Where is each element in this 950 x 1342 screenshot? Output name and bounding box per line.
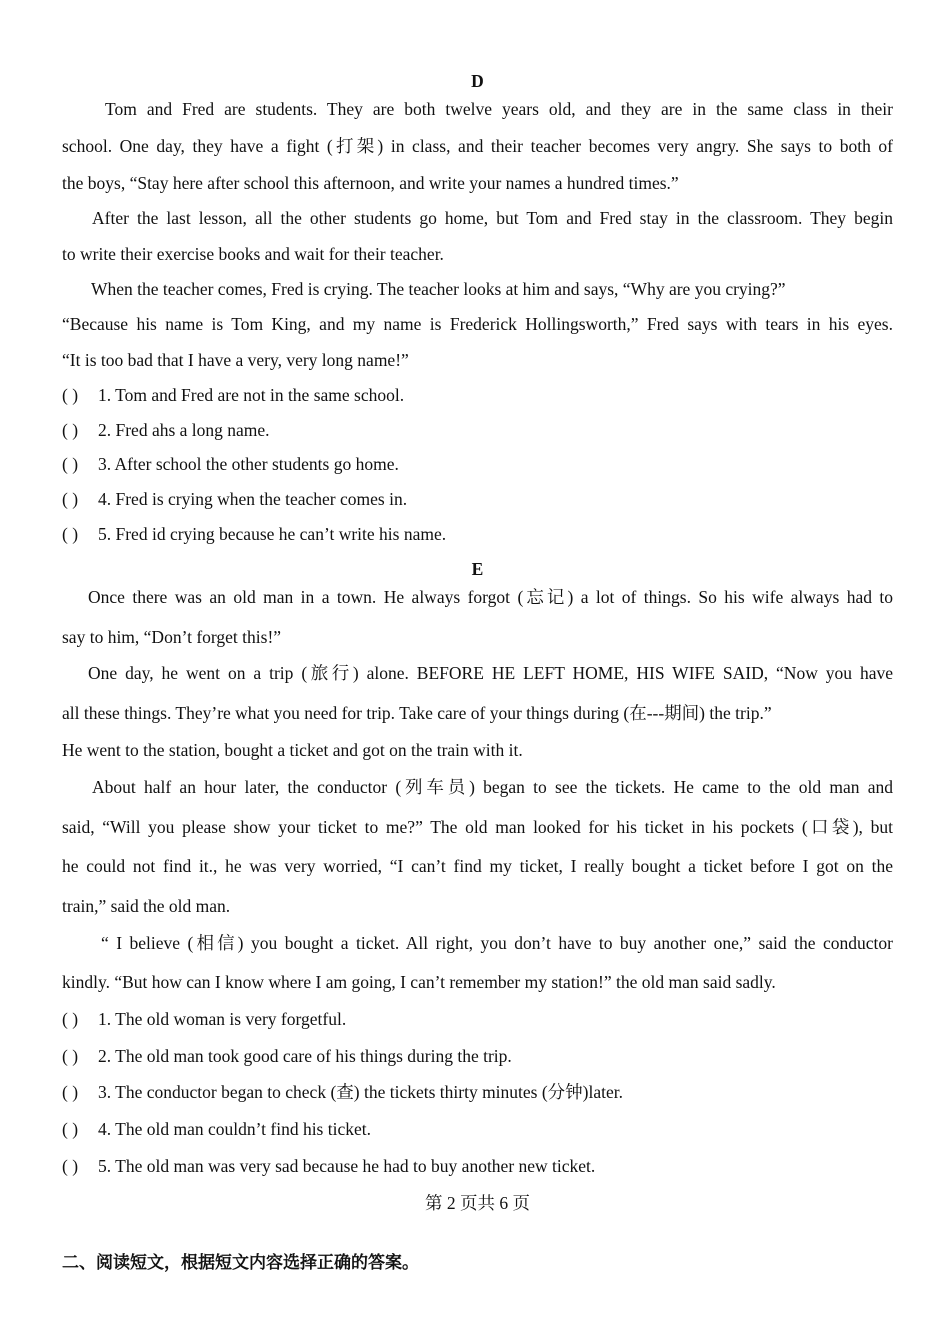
paragraph-line: Once there was an old man in a town. He always forgot (忘记) a lot of things. So his wife always had to xyxy=(88,587,893,607)
answer-blank[interactable]: ( ) xyxy=(62,1046,79,1066)
question-item xyxy=(62,1081,893,1103)
answer-blank[interactable]: ( ) xyxy=(62,1119,79,1139)
question-text: 4. The old man couldn’t find his ticket. xyxy=(98,1119,371,1139)
paragraph-line: “Because his name is Tom King, and my name is Frederick Hollingsworth,” Fred says with tears in his eyes. xyxy=(62,314,893,334)
section-two-heading: 二、阅读短文，根据短文内容选择正确的答案。 xyxy=(62,1253,419,1273)
paragraph-line: After the last lesson, all the other students go home, but Tom and Fred stay in the classroom. They begin xyxy=(92,208,893,228)
question-text: 4. Fred is crying when the teacher comes in. xyxy=(98,489,408,509)
paragraph-line: “It is too bad that I have a very, very long name!” xyxy=(62,350,409,370)
question-text: 5. Fred id crying because he can’t write his name. xyxy=(98,524,447,544)
answer-blank[interactable]: ( ) xyxy=(62,454,79,474)
question-text: 1. The old woman is very forgetful. xyxy=(98,1009,347,1029)
question-item xyxy=(62,1155,893,1177)
paragraph-line: When the teacher comes, Fred is crying. The teacher looks at him and says, “Why are you crying?” xyxy=(91,279,786,299)
answer-blank[interactable]: ( ) xyxy=(62,1082,79,1102)
question-item xyxy=(62,384,893,406)
answer-blank[interactable]: ( ) xyxy=(62,420,79,440)
question-text: 3. The conductor began to check (查) the tickets thirty minutes (分钟)later. xyxy=(98,1082,624,1102)
paragraph-line: school. One day, they have a fight (打架) in class, and their teacher becomes very angry. She says to both of xyxy=(62,136,893,156)
paragraph-line: said, “Will you please show your ticket to me?” The old man looked for his ticket in his pockets (口袋), but xyxy=(62,817,893,837)
paragraph-line: One day, he went on a trip (旅行) alone. BEFORE HE LEFT HOME, HIS WIFE SAID, “Now you have xyxy=(88,663,893,683)
paragraph-line: kindly. “But how can I know where I am going, I can’t remember my station!” the old man said sadly. xyxy=(62,972,776,992)
paragraph-line: Tom and Fred are students. They are both twelve years old, and they are in the same class in their xyxy=(105,99,893,119)
answer-blank[interactable]: ( ) xyxy=(62,1009,79,1029)
paragraph-line: “ I believe (相信) you bought a ticket. All right, you don’t have to buy another one,” said the conductor xyxy=(101,933,893,953)
question-item xyxy=(62,488,893,510)
answer-blank[interactable]: ( ) xyxy=(62,489,79,509)
paragraph-line: train,” said the old man. xyxy=(62,896,231,916)
question-text: 2. Fred ahs a long name. xyxy=(98,420,270,440)
page-number: 第 2 页共 6 页 xyxy=(425,1193,530,1213)
paragraph-line: he could not find it., he was very worried, “I can’t find my ticket, I really bought a ticket before I got on the xyxy=(62,856,893,876)
section-e-heading: E xyxy=(471,559,484,579)
paragraph-line: the boys, “Stay here after school this afternoon, and write your names a hundred times.” xyxy=(62,173,679,193)
paragraph-line: About half an hour later, the conductor (列车员) began to see the tickets. He came to the old man and xyxy=(92,777,893,797)
answer-blank[interactable]: ( ) xyxy=(62,524,79,544)
answer-blank[interactable]: ( ) xyxy=(62,1156,79,1176)
paragraph-line: all these things. They’re what you need for trip. Take care of your things during (在---期间) the trip.” xyxy=(62,703,772,723)
question-item xyxy=(62,523,893,545)
question-text: 3. After school the other students go home. xyxy=(98,454,399,474)
question-item xyxy=(62,453,893,475)
section-d-heading: D xyxy=(471,71,484,91)
paragraph-line: He went to the station, bought a ticket and got on the train with it. xyxy=(62,740,523,760)
question-item xyxy=(62,1008,893,1030)
question-text: 5. The old man was very sad because he had to buy another new ticket. xyxy=(98,1156,596,1176)
paragraph-line: say to him, “Don’t forget this!” xyxy=(62,627,282,647)
question-item xyxy=(62,1045,893,1067)
paragraph-line: to write their exercise books and wait for their teacher. xyxy=(62,244,444,264)
answer-blank[interactable]: ( ) xyxy=(62,385,79,405)
question-text: 2. The old man took good care of his things during the trip. xyxy=(98,1046,512,1066)
question-text: 1. Tom and Fred are not in the same school. xyxy=(98,385,405,405)
question-item xyxy=(62,419,893,441)
question-item xyxy=(62,1118,893,1140)
